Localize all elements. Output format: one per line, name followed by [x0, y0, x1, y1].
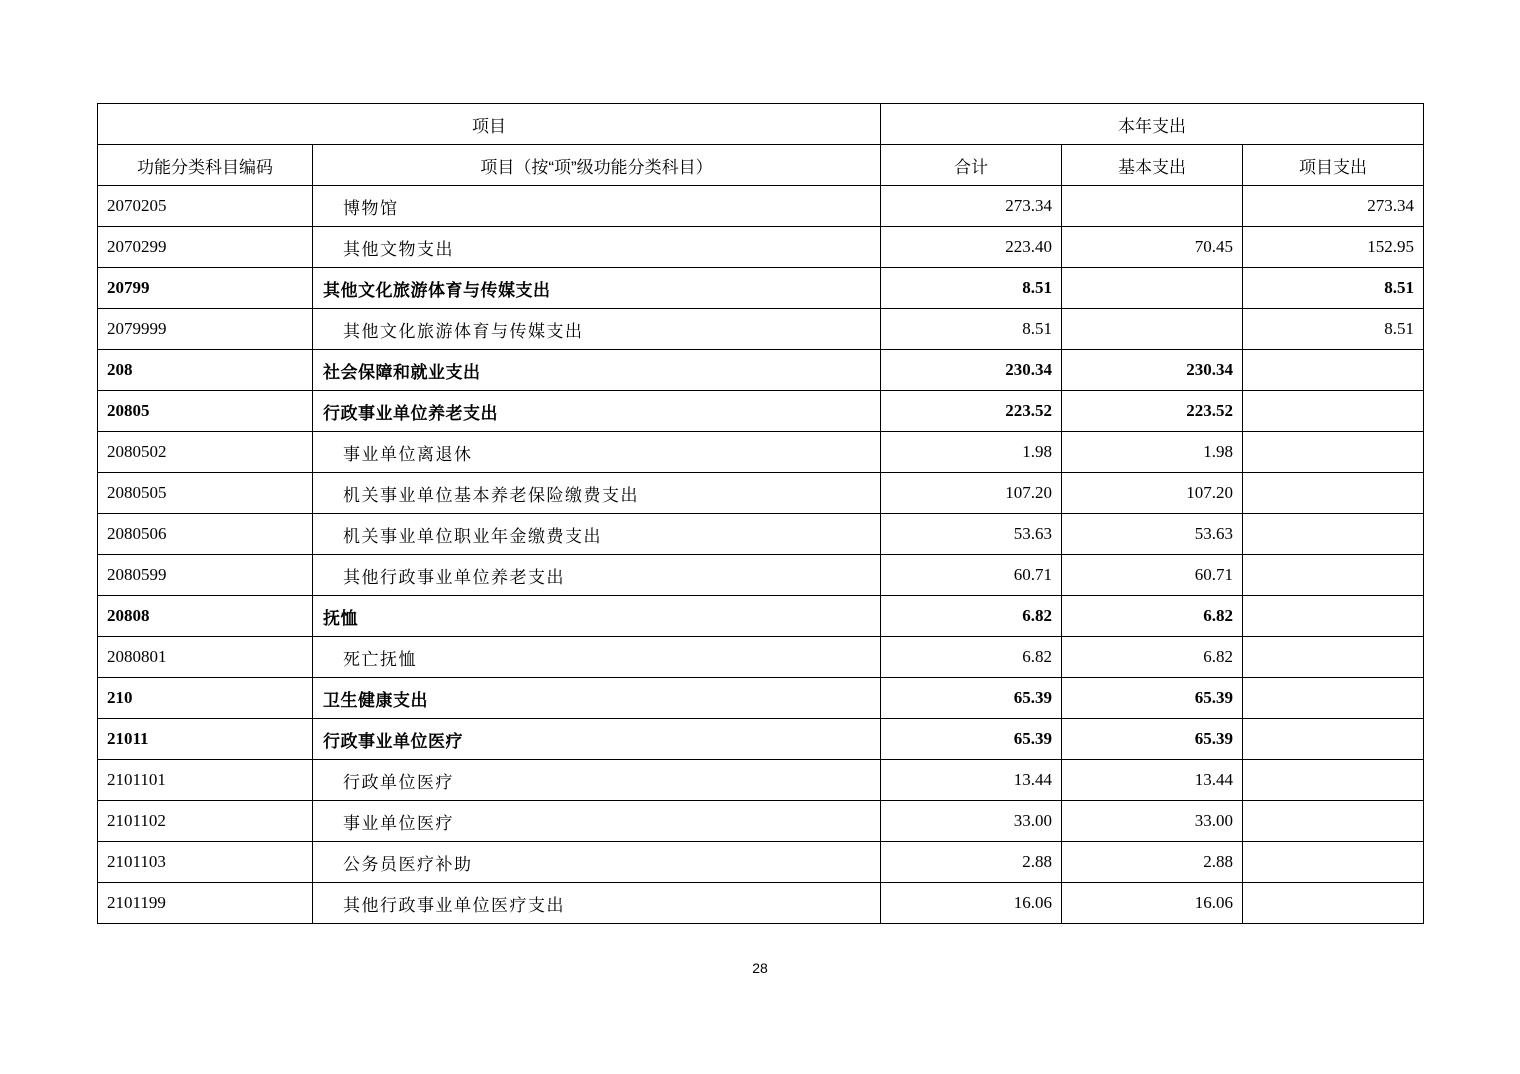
cell-total: 16.06	[881, 883, 1062, 924]
cell-item-name: 事业单位离退休	[313, 432, 881, 473]
cell-basic: 13.44	[1062, 760, 1243, 801]
cell-item-name: 公务员医疗补助	[313, 842, 881, 883]
cell-project-expenditure	[1243, 555, 1424, 596]
cell-project-expenditure: 8.51	[1243, 268, 1424, 309]
cell-basic: 6.82	[1062, 637, 1243, 678]
cell-project-expenditure: 152.95	[1243, 227, 1424, 268]
cell-code: 210	[98, 678, 313, 719]
table-row	[98, 309, 1424, 350]
cell-total: 2.88	[881, 842, 1062, 883]
cell-code: 2101101	[98, 760, 313, 801]
table-body	[98, 186, 1424, 924]
table-row	[98, 842, 1424, 883]
cell-item-name: 行政事业单位医疗	[313, 719, 881, 760]
cell-item-name: 抚恤	[313, 596, 881, 637]
table-row	[98, 391, 1424, 432]
cell-total: 223.52	[881, 391, 1062, 432]
table-row	[98, 227, 1424, 268]
cell-project-expenditure	[1243, 637, 1424, 678]
cell-total: 230.34	[881, 350, 1062, 391]
cell-basic: 1.98	[1062, 432, 1243, 473]
cell-basic: 53.63	[1062, 514, 1243, 555]
cell-total: 8.51	[881, 268, 1062, 309]
header-current-year: 本年支出	[881, 104, 1424, 145]
cell-basic: 60.71	[1062, 555, 1243, 596]
cell-total: 65.39	[881, 719, 1062, 760]
cell-code: 2079999	[98, 309, 313, 350]
cell-code: 2080506	[98, 514, 313, 555]
cell-project-expenditure	[1243, 391, 1424, 432]
cell-total: 223.40	[881, 227, 1062, 268]
header-row-1	[98, 104, 1424, 145]
cell-code: 2080502	[98, 432, 313, 473]
expenditure-table	[97, 103, 1424, 924]
header-item: 项目（按“项”级功能分类科目）	[313, 145, 881, 186]
cell-item-name: 其他行政事业单位养老支出	[313, 555, 881, 596]
table-row	[98, 596, 1424, 637]
cell-total: 8.51	[881, 309, 1062, 350]
table-row	[98, 268, 1424, 309]
cell-project-expenditure	[1243, 350, 1424, 391]
table-row	[98, 186, 1424, 227]
cell-project-expenditure	[1243, 842, 1424, 883]
table-row	[98, 883, 1424, 924]
table-row	[98, 473, 1424, 514]
table-row	[98, 637, 1424, 678]
cell-project-expenditure: 8.51	[1243, 309, 1424, 350]
header-row-2	[98, 145, 1424, 186]
cell-code: 2070205	[98, 186, 313, 227]
cell-project-expenditure	[1243, 678, 1424, 719]
cell-basic: 65.39	[1062, 678, 1243, 719]
cell-project-expenditure	[1243, 760, 1424, 801]
cell-total: 65.39	[881, 678, 1062, 719]
table-row	[98, 350, 1424, 391]
cell-basic: 16.06	[1062, 883, 1243, 924]
table-row	[98, 514, 1424, 555]
cell-code: 2080505	[98, 473, 313, 514]
cell-code: 2101199	[98, 883, 313, 924]
cell-item-name: 机关事业单位职业年金缴费支出	[313, 514, 881, 555]
cell-basic: 33.00	[1062, 801, 1243, 842]
cell-item-name: 其他行政事业单位医疗支出	[313, 883, 881, 924]
cell-basic	[1062, 309, 1243, 350]
cell-item-name: 事业单位医疗	[313, 801, 881, 842]
cell-item-name: 其他文化旅游体育与传媒支出	[313, 309, 881, 350]
cell-project-expenditure	[1243, 432, 1424, 473]
cell-project-expenditure	[1243, 719, 1424, 760]
cell-code: 21011	[98, 719, 313, 760]
cell-code: 2080801	[98, 637, 313, 678]
table-row	[98, 432, 1424, 473]
cell-code: 2101103	[98, 842, 313, 883]
cell-item-name: 其他文物支出	[313, 227, 881, 268]
header-code: 功能分类科目编码	[98, 145, 313, 186]
cell-total: 33.00	[881, 801, 1062, 842]
cell-basic	[1062, 186, 1243, 227]
cell-item-name: 卫生健康支出	[313, 678, 881, 719]
cell-project-expenditure	[1243, 473, 1424, 514]
header-basic: 基本支出	[1062, 145, 1243, 186]
header-project: 项目	[98, 104, 881, 145]
header-project-expenditure: 项目支出	[1243, 145, 1424, 186]
cell-total: 107.20	[881, 473, 1062, 514]
cell-project-expenditure	[1243, 596, 1424, 637]
cell-total: 53.63	[881, 514, 1062, 555]
cell-total: 6.82	[881, 637, 1062, 678]
cell-code: 2101102	[98, 801, 313, 842]
page-number: 28	[752, 960, 768, 976]
table-row	[98, 801, 1424, 842]
header-total: 合计	[881, 145, 1062, 186]
cell-code: 208	[98, 350, 313, 391]
cell-project-expenditure	[1243, 514, 1424, 555]
cell-total: 273.34	[881, 186, 1062, 227]
cell-total: 1.98	[881, 432, 1062, 473]
cell-project-expenditure	[1243, 883, 1424, 924]
cell-basic: 230.34	[1062, 350, 1243, 391]
cell-basic: 2.88	[1062, 842, 1243, 883]
cell-basic: 65.39	[1062, 719, 1243, 760]
cell-basic: 107.20	[1062, 473, 1243, 514]
cell-project-expenditure: 273.34	[1243, 186, 1424, 227]
table-row	[98, 678, 1424, 719]
cell-basic: 223.52	[1062, 391, 1243, 432]
cell-code: 20808	[98, 596, 313, 637]
table-row	[98, 555, 1424, 596]
cell-basic: 70.45	[1062, 227, 1243, 268]
cell-item-name: 社会保障和就业支出	[313, 350, 881, 391]
cell-item-name: 博物馆	[313, 186, 881, 227]
cell-code: 2070299	[98, 227, 313, 268]
cell-code: 2080599	[98, 555, 313, 596]
cell-total: 60.71	[881, 555, 1062, 596]
cell-item-name: 行政事业单位养老支出	[313, 391, 881, 432]
cell-project-expenditure	[1243, 801, 1424, 842]
cell-code: 20799	[98, 268, 313, 309]
cell-basic: 6.82	[1062, 596, 1243, 637]
cell-basic	[1062, 268, 1243, 309]
cell-total: 6.82	[881, 596, 1062, 637]
cell-item-name: 行政单位医疗	[313, 760, 881, 801]
table-row	[98, 760, 1424, 801]
cell-item-name: 机关事业单位基本养老保险缴费支出	[313, 473, 881, 514]
table-row	[98, 719, 1424, 760]
cell-item-name: 死亡抚恤	[313, 637, 881, 678]
cell-item-name: 其他文化旅游体育与传媒支出	[313, 268, 881, 309]
cell-total: 13.44	[881, 760, 1062, 801]
cell-code: 20805	[98, 391, 313, 432]
